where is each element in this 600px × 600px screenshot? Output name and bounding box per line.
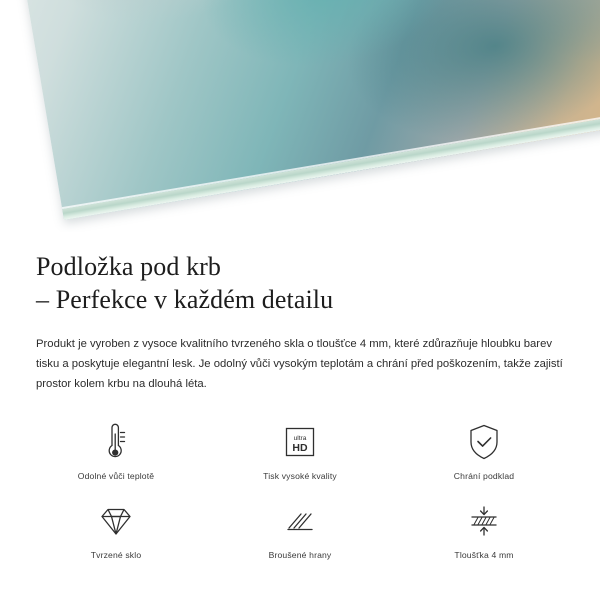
headline-line-1: Podložka pod krb xyxy=(36,252,222,281)
body-paragraph: Produkt je vyroben z vysoce kvalitního tvrzeného skla o tloušťce 4 mm, které zdůrazňuje hloubku barev tisku a poskytuje elegantní lesk. Je odolný vůči vysokým teplotám a chrání před poškozením, takže zajistí prostor kolem krbu na dlouhá léta. xyxy=(36,337,563,390)
svg-text:ultra: ultra xyxy=(293,434,307,442)
shield-check-icon xyxy=(463,420,505,464)
svg-text:HD: HD xyxy=(292,441,308,454)
feature-item-print-quality xyxy=(208,420,392,481)
feature-item-tempered-glass xyxy=(24,499,208,560)
feature-label: Broušené hrany xyxy=(268,549,332,560)
marble-artwork xyxy=(3,0,600,220)
feature-label: Tvrzené sklo xyxy=(90,549,142,560)
feature-label: Tisk vysoké kvality xyxy=(263,470,337,481)
feature-item-protects-surface xyxy=(392,420,576,481)
thermometer-icon xyxy=(95,420,137,464)
glass-panel xyxy=(3,0,600,220)
hero-image xyxy=(0,0,600,232)
feature-label: Tloušťka 4 mm xyxy=(454,549,514,560)
feature-item-polished-edges xyxy=(208,499,392,560)
headline-line-2: – Perfekce v každém detailu xyxy=(36,285,334,315)
polished-edges-icon xyxy=(277,499,323,543)
thickness-arrows-icon xyxy=(461,499,507,543)
diamond-icon xyxy=(93,499,139,543)
hero-image-inner xyxy=(0,0,600,232)
feature-item-temperature xyxy=(24,420,208,481)
feature-label: Odolné vůči teplotě xyxy=(77,470,155,481)
ultra-hd-icon xyxy=(278,420,322,464)
feature-label: Chrání podklad xyxy=(453,470,515,481)
feature-grid xyxy=(0,420,600,560)
sparkle-icon xyxy=(519,163,565,209)
page-title xyxy=(36,250,564,317)
feature-item-thickness xyxy=(392,499,576,560)
text-content xyxy=(0,232,600,394)
